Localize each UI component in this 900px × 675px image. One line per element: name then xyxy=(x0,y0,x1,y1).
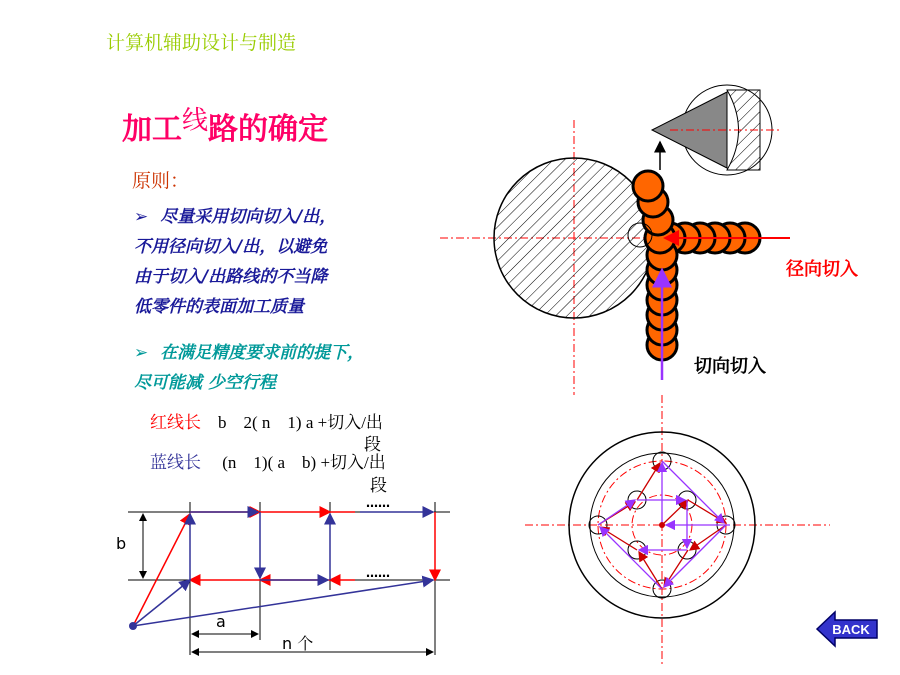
title-part2: 路的确定 xyxy=(208,112,329,147)
label-n: n 个 xyxy=(282,634,314,653)
formula-blue-cont: 段 xyxy=(370,476,387,495)
formula-red-cont: 段 xyxy=(364,435,381,454)
principle-label: 原则： xyxy=(132,170,190,192)
radial-entry-label: 径向切入 xyxy=(786,259,858,280)
title-raised-char: 线 xyxy=(182,106,209,136)
tangent-entry-label: 切向切入 xyxy=(694,356,766,377)
bullet-1-line: 尽量采用切向切入/出， xyxy=(160,207,337,227)
label-b: b xyxy=(116,534,127,553)
bullet-1-line: 由于切入/出路线的不当降 xyxy=(134,267,328,287)
formula-blue-expr: (n 1)( a b) +切入/出 xyxy=(222,453,386,472)
back-button[interactable] xyxy=(815,610,879,648)
course-header: 计算机辅助设计与制造 xyxy=(106,32,297,54)
back-label: BACK xyxy=(832,622,870,637)
bullet-2-line: 尽可能减 少空行程 xyxy=(134,373,276,393)
formula-blue-label: 蓝线长 xyxy=(150,453,201,472)
formula-red-label: 红线长 xyxy=(150,413,201,432)
bullet-2-line: 在满足精度要求前的提下， xyxy=(160,343,365,363)
back-arrow-icon xyxy=(815,610,879,648)
bullet-arrow-icon: ➢ xyxy=(134,207,149,227)
title-part1: 加工 xyxy=(122,112,182,147)
bullet-1-line: 不用径向切入/出，以避免 xyxy=(134,237,328,257)
bullet-arrow-icon: ➢ xyxy=(134,343,149,363)
label-a: a xyxy=(216,612,226,631)
bullet-1-line: 低零件的表面加工质量 xyxy=(134,297,304,317)
dots-bottom: …… xyxy=(366,566,390,580)
formula-red-expr: b 2( n 1) a +切入/出 xyxy=(218,413,383,432)
dots-top: …… xyxy=(366,496,390,510)
